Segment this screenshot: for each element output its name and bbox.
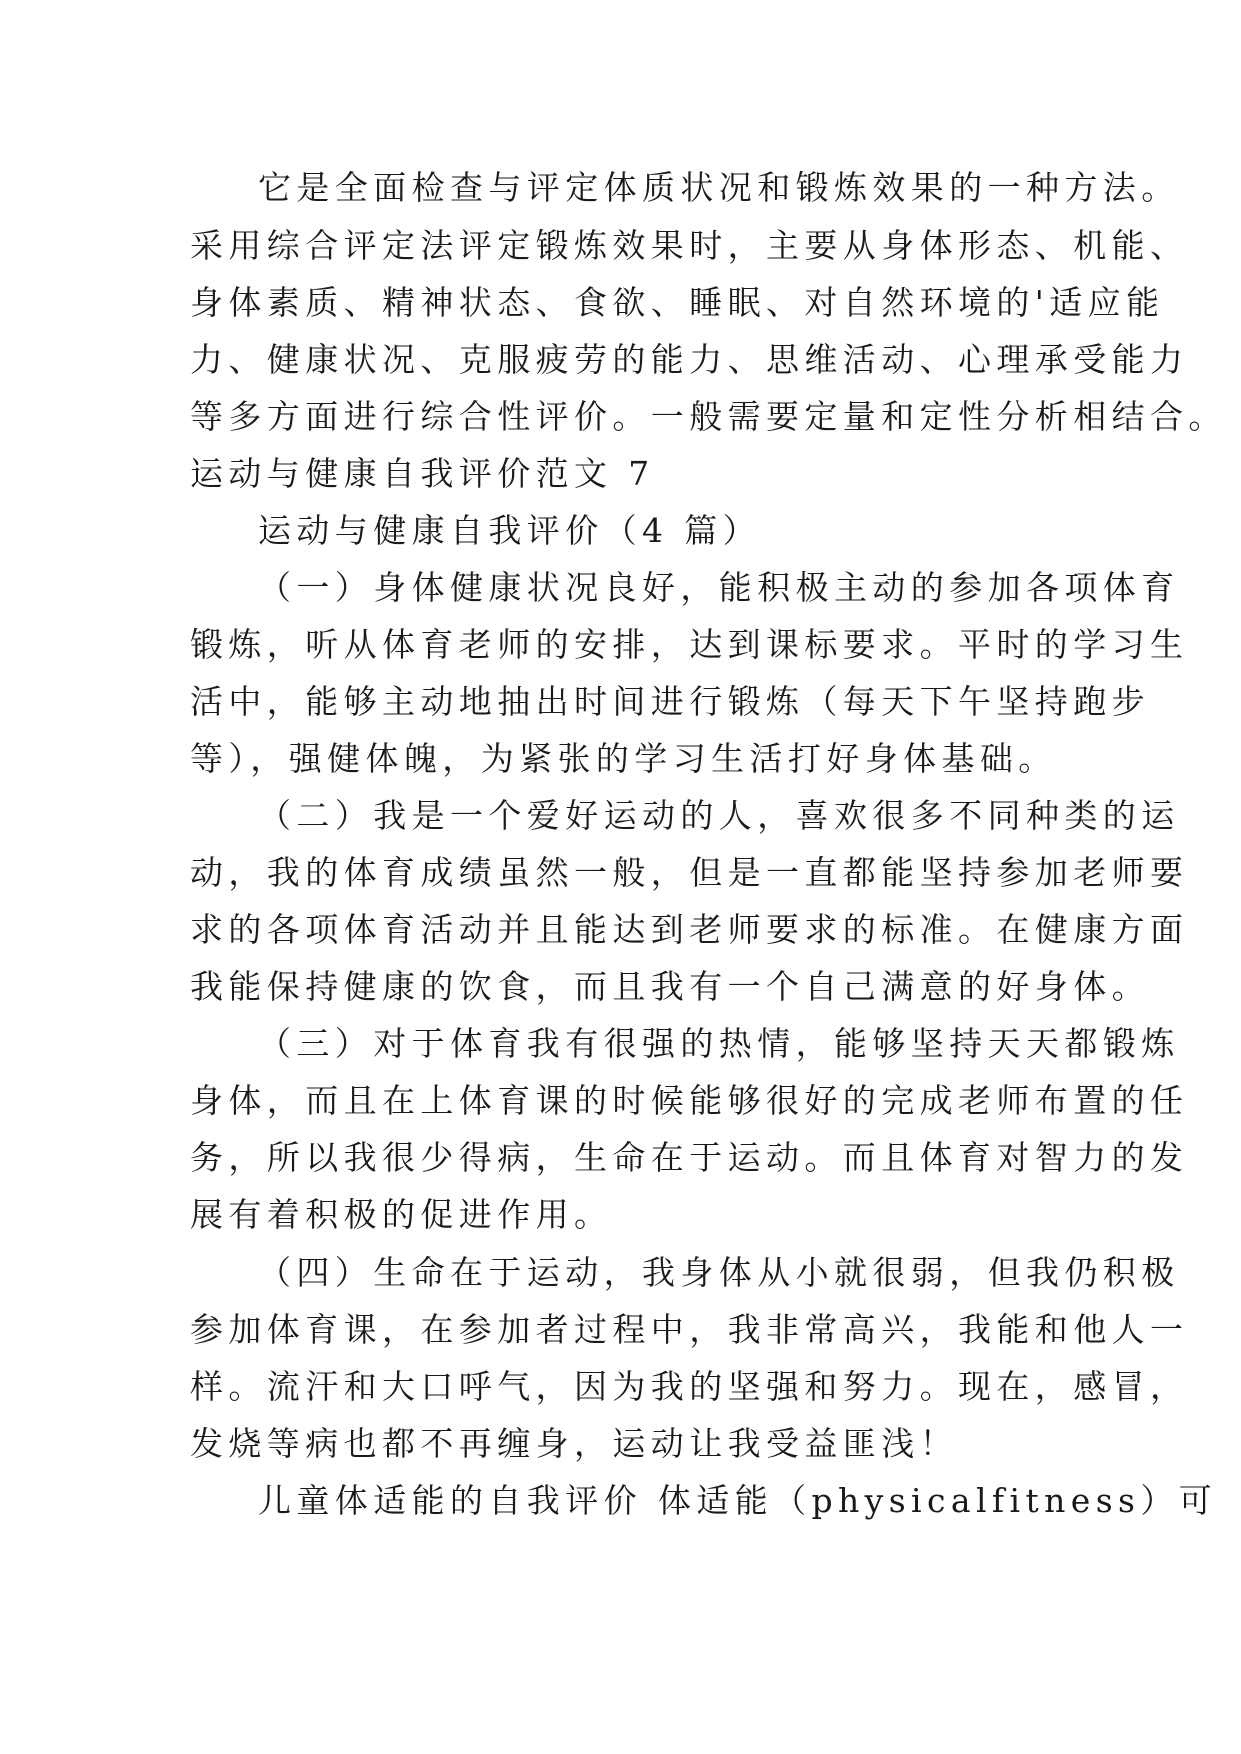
text-line: 发烧等病也都不再缠身，运动让我受益匪浅！ xyxy=(190,1424,958,1463)
text-line: 活中，能够主动地抽出时间进行锻炼（每天下午坚持跑步 xyxy=(190,682,1150,721)
text-line: 身体，而且在上体育课的时候能够很好的完成老师布置的任 xyxy=(190,1081,1189,1120)
text-line: 样。流汗和大口呼气，因为我的坚强和努力。现在，感冒， xyxy=(190,1367,1189,1406)
text-line: （二）我是一个爱好运动的人，喜欢很多不同种类的运 xyxy=(258,796,1180,835)
text-line: （一）身体健康状况良好，能积极主动的参加各项体育 xyxy=(258,568,1180,607)
section-heading: 运动与健康自我评价范文 7 xyxy=(190,454,655,493)
text-line: 务，所以我很少得病，生命在于运动。而且体育对智力的发 xyxy=(190,1138,1189,1177)
document-subtitle: 运动与健康自我评价（4 篇） xyxy=(258,511,762,550)
text-line: 力、健康状况、克服疲劳的能力、思维活动、心理承受能力 xyxy=(190,340,1189,379)
text-line: 展有着积极的促进作用。 xyxy=(190,1195,613,1234)
text-line: 等多方面进行综合性评价。一般需要定量和定性分析相结合。 xyxy=(190,397,1227,436)
text-line: 动，我的体育成绩虽然一般，但是一直都能坚持参加老师要 xyxy=(190,853,1189,892)
text-line: 锻炼，听从体育老师的安排，达到课标要求。平时的学习生 xyxy=(190,625,1189,664)
text-line: 等），强健体魄，为紧张的学习生活打好身体基础。 xyxy=(190,739,1057,778)
text-line: 身体素质、精神状态、食欲、睡眠、对自然环境的'适应能 xyxy=(190,283,1165,322)
text-line: 采用综合评定法评定锻炼效果时，主要从身体形态、机能、 xyxy=(190,226,1189,265)
text-line: （三）对于体育我有很强的热情，能够坚持天天都锻炼 xyxy=(258,1024,1180,1063)
text-line: 儿童体适能的自我评价 体适能（physicalfitness）可 xyxy=(258,1481,1218,1520)
text-line: 它是全面检查与评定体质状况和锻炼效果的一种方法。 xyxy=(258,168,1180,207)
text-line: 求的各项体育活动并且能达到老师要求的标准。在健康方面 xyxy=(190,910,1189,949)
text-line: （四）生命在于运动，我身体从小就很弱，但我仍积极 xyxy=(258,1253,1180,1292)
text-line: 我能保持健康的饮食，而且我有一个自己满意的好身体。 xyxy=(190,967,1150,1006)
text-line: 参加体育课，在参加者过程中，我非常高兴，我能和他人一 xyxy=(190,1310,1189,1349)
